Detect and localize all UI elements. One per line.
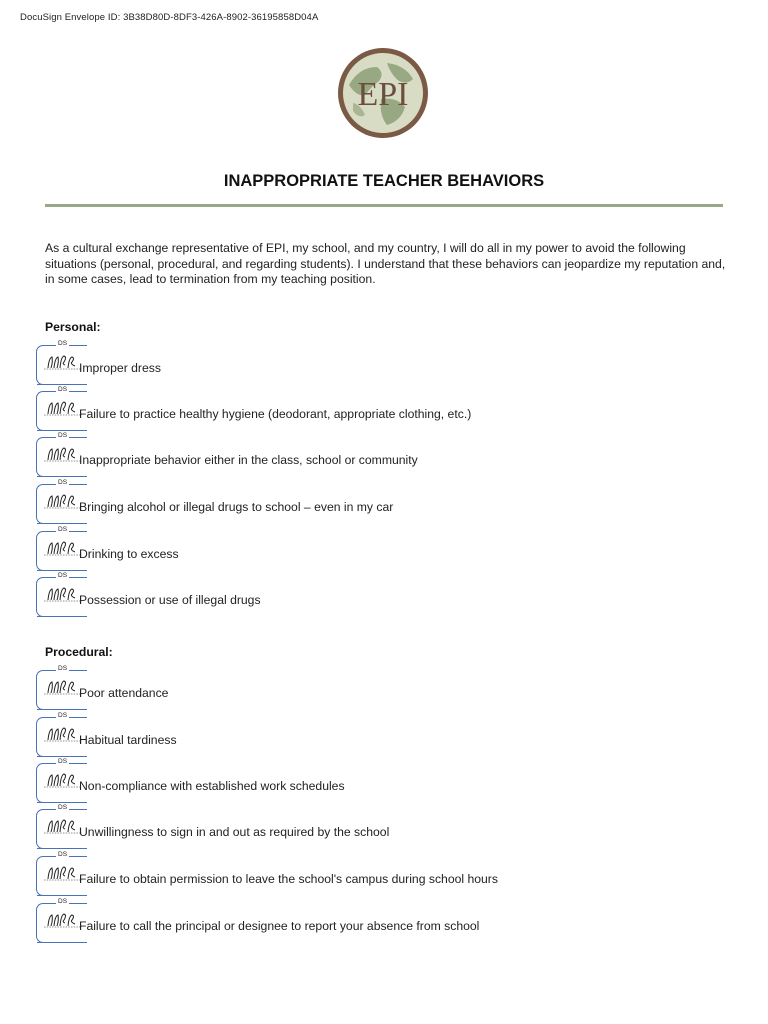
section-heading: Procedural: — [45, 645, 113, 659]
behavior-item — [36, 340, 736, 387]
behavior-item — [36, 572, 736, 619]
behavior-item — [36, 432, 736, 479]
behavior-text: Possession or use of illegal drugs — [79, 593, 261, 607]
ds-label: DS — [58, 758, 68, 765]
ds-label: DS — [58, 386, 68, 393]
behavior-text: Improper dress — [79, 361, 161, 375]
behavior-item — [36, 386, 736, 433]
behavior-item — [36, 479, 736, 526]
behavior-text: Failure to obtain permission to leave the school's campus during school hours — [79, 872, 498, 886]
behavior-text: Failure to call the principal or designee to report your absence from school — [79, 919, 480, 933]
behavior-text: Inappropriate behavior either in the class, school or community — [79, 453, 418, 467]
ds-label: DS — [58, 804, 68, 811]
behavior-item — [36, 851, 736, 898]
ds-label: DS — [58, 712, 68, 719]
behavior-text: Poor attendance — [79, 686, 169, 700]
title-divider — [45, 204, 723, 207]
behavior-item — [36, 898, 736, 945]
ds-label: DS — [58, 526, 68, 533]
behavior-text: Habitual tardiness — [79, 733, 177, 747]
ds-label: DS — [58, 898, 68, 905]
ds-label: DS — [58, 479, 68, 486]
intro-paragraph: As a cultural exchange representative of EPI, my school, and my country, I will do all in my power to avoid the following situations (personal, procedural, and regarding students). I understand that these behaviors can jeopardize my reputation and, in some cases, lead to termination from my teaching position. — [45, 241, 726, 286]
behavior-text: Failure to practice healthy hygiene (deodorant, appropriate clothing, etc.) — [79, 407, 472, 421]
epi-logo — [335, 45, 431, 141]
behavior-text: Unwillingness to sign in and out as required by the school — [79, 825, 390, 839]
ds-label: DS — [58, 665, 68, 672]
behavior-text: Drinking to excess — [79, 547, 179, 561]
section-heading: Personal: — [45, 320, 101, 334]
behavior-text: Bringing alcohol or illegal drugs to school – even in my car — [79, 500, 394, 514]
behavior-item — [36, 758, 736, 805]
page-title: INAPPROPRIATE TEACHER BEHAVIORS — [223, 172, 545, 190]
behavior-item — [36, 526, 736, 573]
ds-label: DS — [58, 572, 68, 579]
ds-label: DS — [58, 340, 68, 347]
behavior-item — [36, 804, 736, 851]
behavior-item — [36, 665, 736, 712]
ds-label: DS — [58, 432, 68, 439]
behavior-item — [36, 712, 736, 759]
logo-text: EPI — [357, 76, 409, 113]
ds-label: DS — [58, 851, 68, 858]
envelope-id: DocuSign Envelope ID: 3B38D80D-8DF3-426A-8902-36195858D04A — [20, 12, 319, 23]
behavior-text: Non-compliance with established work schedules — [79, 779, 345, 793]
